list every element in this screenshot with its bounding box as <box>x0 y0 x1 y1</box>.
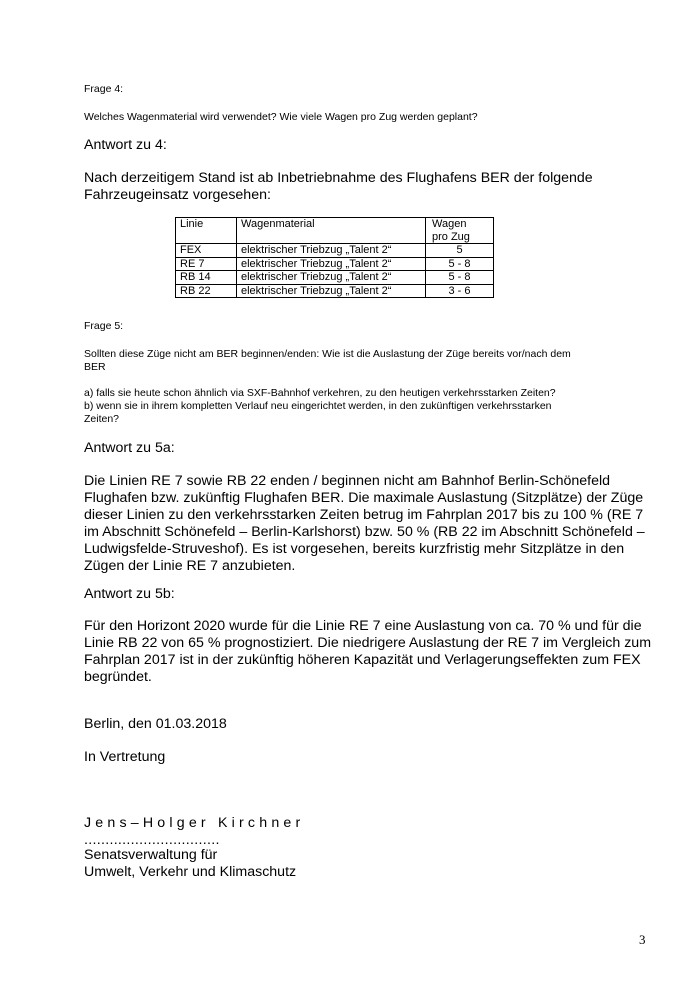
antwort-5a-line-6: Zügen der Linie RE 7 anzubieten. <box>84 558 296 574</box>
department-line-1: Senatsverwaltung für <box>84 847 218 863</box>
cell-wagenmaterial: elektrischer Triebzug „Talent 2“ <box>237 284 426 298</box>
antwort-5a-heading: Antwort zu 5a: <box>84 440 175 456</box>
place-date: Berlin, den 01.03.2018 <box>84 716 227 732</box>
table-row <box>176 244 494 258</box>
in-vertretung: In Vertretung <box>84 749 166 765</box>
cell-linie: RE 7 <box>176 257 237 271</box>
antwort-4-line-1: Nach derzeitigem Stand ist ab Inbetriebnahme des Flughafens BER der folgende <box>84 170 593 186</box>
cell-wagenmaterial: elektrischer Triebzug „Talent 2“ <box>237 244 426 258</box>
antwort-4-heading: Antwort zu 4: <box>84 137 167 153</box>
cell-wagen: 3 - 6 <box>426 284 494 298</box>
cell-wagenmaterial: elektrischer Triebzug „Talent 2“ <box>237 271 426 285</box>
antwort-5a-line-2: Flughafen bzw. zukünftig Flughafen BER. Die maximale Auslastung (Sitzplätze) der Züge <box>84 490 644 506</box>
table-row <box>176 271 494 285</box>
frage-4-question: Welches Wagenmaterial wird verwendet? Wie viele Wagen pro Zug werden geplant? <box>84 111 478 123</box>
frage-5-b-line-2: Zeiten? <box>84 413 120 425</box>
antwort-5b-line-2: Linie RB 22 von 65 % prognostiziert. Die niedrigere Auslastung der RE 7 im Vergleich zum <box>84 635 652 651</box>
antwort-5a-line-4: im Abschnitt Schönefeld – Berlin-Karlshorst) bzw. 50 % (RB 22 im Abschnitt Schönefeld – <box>84 524 645 540</box>
department-line-2: Umwelt, Verkehr und Klimaschutz <box>84 864 297 880</box>
frage-5-question-line-2: BER <box>84 361 106 373</box>
header-pro-zug: pro Zug <box>432 230 470 243</box>
header-linie: Linie <box>176 218 237 244</box>
antwort-5a-line-1: Die Linien RE 7 sowie RB 22 enden / beginnen nicht am Bahnhof Berlin-Schönefeld <box>84 473 611 489</box>
frage-4-label: Frage 4: <box>84 83 124 95</box>
antwort-5a-line-3: dieser Linien zu den verkehrsstarken Zeiten betrug im Fahrplan 2017 bis zu 100 % (RE 7 <box>84 507 644 523</box>
frage-5-label: Frage 5: <box>84 320 124 332</box>
cell-linie: RB 14 <box>176 271 237 285</box>
frage-5-b-line-1: b) wenn sie in ihrem kompletten Verlauf neu eingerichtet werden, in den zukünftigen verkehrsstarken <box>84 400 552 412</box>
signatory-name: Jens–Holger Kirchner <box>84 815 305 831</box>
page-number: 3 <box>639 932 646 947</box>
antwort-5b-line-4: begründet. <box>84 669 152 685</box>
table-row <box>176 284 494 298</box>
header-wagen-pro-zug <box>426 218 494 244</box>
frage-5-question-line-1: Sollten diese Züge nicht am BER beginnen/enden: Wie ist die Auslastung der Züge bereits vor/nach dem <box>84 348 571 360</box>
antwort-5b-line-1: Für den Horizont 2020 wurde für die Linie RE 7 eine Auslastung von ca. 70 % und für die <box>84 618 642 634</box>
signature-dots: ................................ <box>84 832 220 848</box>
antwort-5b-heading: Antwort zu 5b: <box>84 586 175 602</box>
fahrzeugeinsatz-table <box>175 217 494 298</box>
table-row <box>176 257 494 271</box>
table-header-row <box>176 218 494 244</box>
antwort-5a-line-5: Ludwigsfelde-Struveshof). Es ist vorgesehen, bereits kurzfristig mehr Sitzplätze in den <box>84 541 625 557</box>
cell-wagen: 5 - 8 <box>426 271 494 285</box>
antwort-5b-line-3: Fahrplan 2017 ist in der zukünftig höheren Kapazität und Verlagerungseffekten zum FEX <box>84 652 641 668</box>
header-wagen: Wagen <box>432 218 467 230</box>
header-wagenmaterial: Wagenmaterial <box>237 218 426 244</box>
frage-5-a: a) falls sie heute schon ähnlich via SXF-Bahnhof verkehren, zu den heutigen verkehrsstarken Zeiten? <box>84 387 556 399</box>
cell-linie: FEX <box>176 244 237 258</box>
cell-wagen: 5 - 8 <box>426 257 494 271</box>
cell-wagen: 5 <box>426 244 494 258</box>
antwort-4-line-2: Fahrzeugeinsatz vorgesehen: <box>84 187 271 203</box>
cell-wagenmaterial: elektrischer Triebzug „Talent 2“ <box>237 257 426 271</box>
cell-linie: RB 22 <box>176 284 237 298</box>
